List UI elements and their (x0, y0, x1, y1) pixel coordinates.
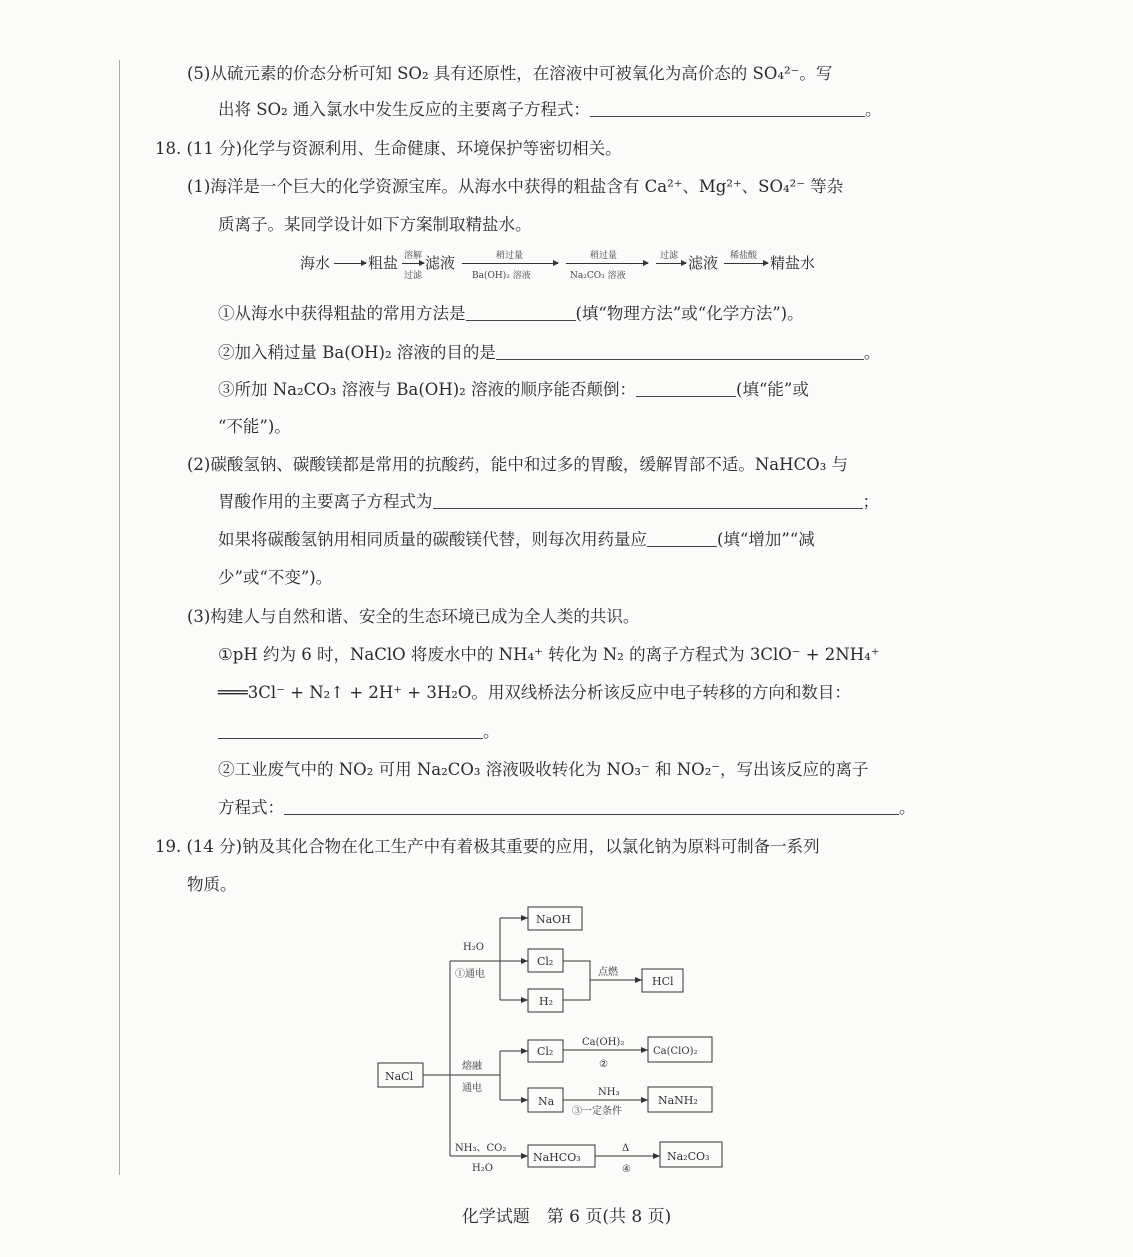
answer-blank[interactable] (636, 380, 736, 398)
q18-p2-line4: 少”或“不变”)。 (218, 568, 333, 587)
q19-line1: 19. (14 分)钠及其化合物在化工生产中有着极其重要的应用，以氯化钠为原料可制备一系列 (155, 837, 820, 856)
label-cl2: Cl₂ (537, 955, 554, 968)
cond-step2: ② (599, 1059, 608, 1070)
q19-line2: 物质。 (187, 875, 237, 894)
cond-step3: ③一定条件 (572, 1106, 622, 1117)
text: 。 (864, 100, 882, 119)
arrow-label: Na₂CO₃ 溶液 (570, 271, 626, 281)
answer-blank[interactable] (647, 530, 717, 548)
cond-step4: ④ (622, 1164, 631, 1175)
cond-nh3: NH₃ (598, 1087, 620, 1098)
arrow-label: 稍过量 (496, 251, 524, 261)
text: 。 (863, 343, 881, 362)
arrow (334, 263, 366, 264)
label-na: Na (538, 1095, 555, 1108)
cond-caoh2: Ca(OH)₂ (582, 1037, 625, 1048)
q18-p3-s2-line2 (218, 794, 916, 818)
arrow-label: 稍过量 (590, 251, 618, 261)
label-caclo2: Ca(ClO)₂ (653, 1046, 698, 1057)
flow-node: 海水 (300, 254, 331, 272)
text: (填“增加”“减 (717, 530, 815, 549)
text: 。 (483, 722, 500, 741)
arrow (462, 263, 558, 264)
q18-s1 (218, 300, 804, 324)
margin-line (119, 60, 120, 1175)
cond-elec: 通电 (462, 1083, 482, 1094)
arrow (656, 263, 686, 264)
q18-p1-line1: (1)海洋是一个巨大的化学资源宝库。从海水中获得的粗盐含有 Ca²⁺、Mg²⁺、SO₄²⁻ 等杂 (187, 177, 844, 196)
text: ①从海水中获得粗盐的常用方法是 (218, 304, 466, 323)
label-naoh: NaOH (536, 913, 571, 926)
label-hcl: HCl (652, 975, 674, 988)
arrow-label: 过滤 (404, 271, 423, 281)
answer-blank[interactable] (466, 304, 576, 322)
label-nacl: NaCl (385, 1070, 414, 1083)
answer-blank[interactable] (590, 100, 865, 118)
cond-melt: 熔融 (462, 1061, 482, 1072)
q18-p2-line3 (218, 526, 815, 550)
flow-node: 滤液 (425, 254, 456, 272)
flow-node: 精盐水 (770, 254, 816, 272)
answer-blank[interactable] (433, 492, 863, 510)
salt-purification-flow (300, 244, 840, 280)
answer-blank[interactable] (284, 798, 899, 816)
q18-s3 (218, 376, 809, 400)
text: ②加入稍过量 Ba(OH)₂ 溶液的目的是 (218, 343, 496, 362)
q18-p3-s1-line2: ═══3Cl⁻ + N₂↑ + 2H⁺ + 3H₂O。用双线桥法分析该反应中电子转移的方向和数目： (218, 683, 851, 702)
label-nahco3: NaHCO₃ (533, 1151, 581, 1164)
cond-step1: ①通电 (455, 969, 485, 980)
arrow (402, 263, 424, 264)
text: (填“能”或 (736, 380, 809, 399)
text: 如果将碳酸氢钠用相同质量的碳酸镁代替，则每次用药量应 (218, 530, 647, 549)
q18-p3-s2-line1: ②工业废气中的 NO₂ 可用 Na₂CO₃ 溶液吸收转化为 NO₃⁻ 和 NO₂⁻，写出该反应的离子 (218, 760, 869, 779)
cond-heat: Δ (622, 1143, 630, 1154)
q18-p2-line1: (2)碳酸氢钠、碳酸镁都是常用的抗酸药，能中和过多的胃酸，缓解胃部不适。NaHCO₃ 与 (187, 455, 849, 474)
label-h2: H₂ (539, 995, 554, 1008)
q18-p3-s1-line1: ①pH 约为 6 时，NaClO 将废水中的 NH₄⁺ 转化为 N₂ 的离子方程式为 3ClO⁻ + 2NH₄⁺ (218, 645, 880, 664)
page-footer: 化学试题 第 6 页(共 8 页) (461, 1207, 672, 1227)
arrow-label: 稀盐酸 (730, 251, 758, 261)
text: (填“物理方法”或“化学方法”)。 (575, 304, 804, 323)
nacl-reaction-diagram (370, 900, 730, 1180)
q18-title: 18. (11 分)化学与资源利用、生命健康、环境保护等密切相关。 (155, 139, 622, 158)
q18-s3-line2: “不能”)。 (218, 417, 291, 436)
arrow-label: 溶解 (404, 251, 423, 261)
q17-5-line1: (5)从硫元素的价态分析可知 SO₂ 具有还原性，在溶液中可被氧化为高价态的 SO₄²⁻。写 (187, 64, 833, 83)
text: 方程式： (218, 798, 284, 817)
q17-5-line2 (218, 96, 881, 120)
q18-p3-line1: (3)构建人与自然和谐、安全的生态环境已成为全人类的共识。 (187, 607, 640, 626)
arrow-label: 过滤 (660, 251, 679, 261)
cond-h2o: H₂O (463, 942, 484, 953)
flow-node: 滤液 (688, 254, 719, 272)
arrow-label: Ba(OH)₂ 溶液 (472, 271, 531, 281)
cond-h2o: H₂O (472, 1163, 493, 1174)
text: 胃酸作用的主要离子方程式为 (218, 492, 433, 511)
flow-node: 粗盐 (368, 254, 399, 272)
text: 出将 SO₂ 通入氯水中发生反应的主要离子方程式： (218, 100, 590, 119)
text: 。 (899, 798, 916, 817)
arrow (566, 263, 648, 264)
arrow (724, 263, 768, 264)
label-na2co3: Na₂CO₃ (667, 1150, 710, 1163)
text: ③所加 Na₂CO₃ 溶液与 Ba(OH)₂ 溶液的顺序能否颠倒： (218, 380, 637, 399)
answer-blank[interactable] (218, 722, 483, 740)
q18-p2-line2 (218, 488, 879, 512)
connector (423, 961, 500, 1156)
q18-p3-s1-answer (218, 718, 500, 742)
q18-s2 (218, 339, 880, 363)
text: ； (862, 492, 879, 511)
label-cl2: Cl₂ (537, 1045, 554, 1058)
q18-p1-line2: 质离子。某同学设计如下方案制取精盐水。 (218, 215, 532, 234)
cond-nh3-co2: NH₃、CO₂ (455, 1143, 507, 1154)
answer-blank[interactable] (496, 343, 864, 361)
label-nanh2: NaNH₂ (658, 1094, 698, 1107)
cond-ignite: 点燃 (598, 967, 618, 978)
